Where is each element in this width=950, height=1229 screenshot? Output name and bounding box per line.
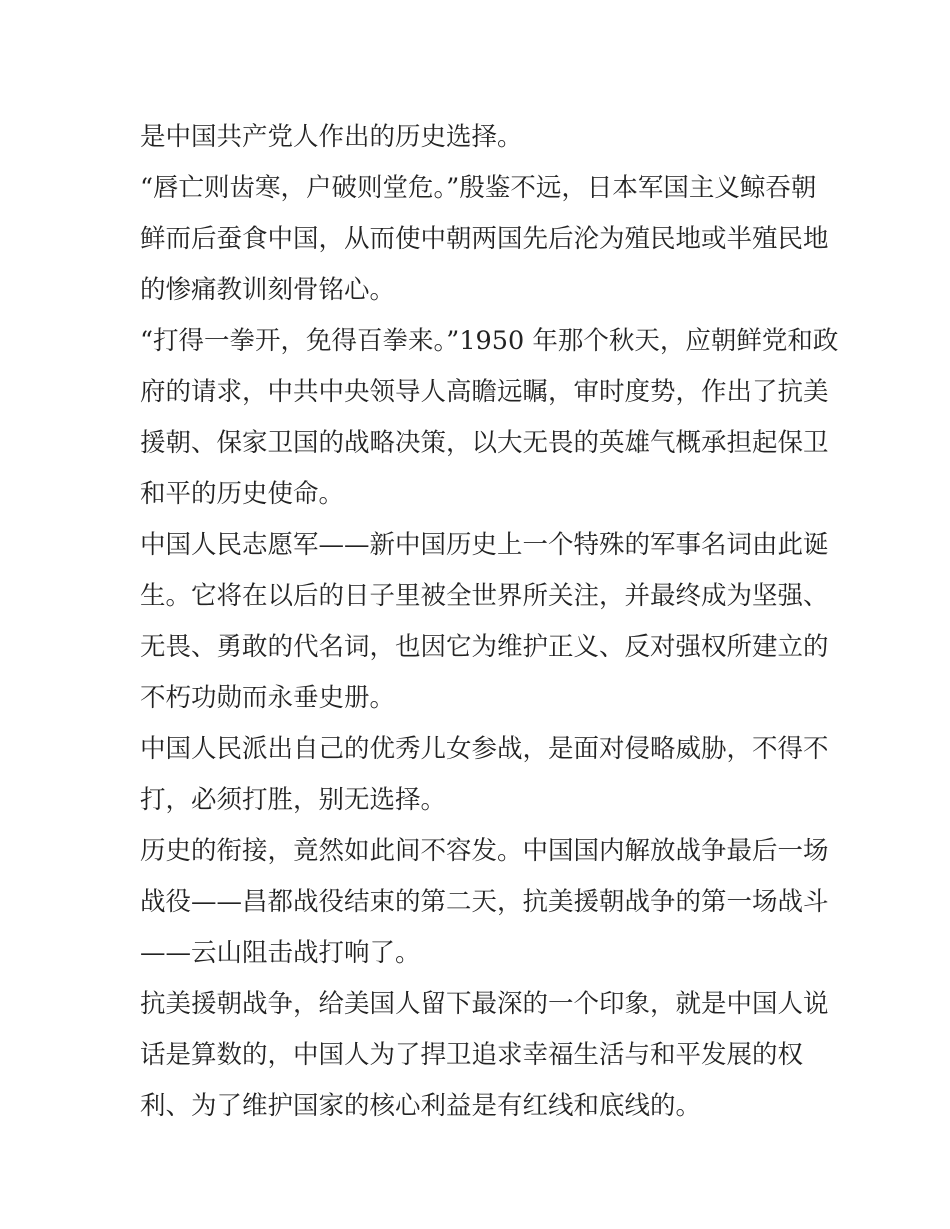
text-line: 中国人民派出自己的优秀儿女参战，是面对侵略威胁，不得不: [140, 734, 829, 764]
text-line: 和平的历史使命。: [140, 479, 345, 509]
text-line: 中国人民志愿军——新中国历史上一个特殊的军事名词由此诞: [140, 530, 829, 560]
text-line: 战役——昌都战役结束的第二天，抗美援朝战争的第一场战斗: [140, 887, 829, 917]
text-line: ——云山阻击战打响了。: [140, 938, 421, 968]
text-line: 话是算数的，中国人为了捍卫追求幸福生活与和平发展的权: [140, 1040, 804, 1070]
paragraph: [140, 826, 829, 979]
paragraph: [140, 979, 829, 1132]
text-line: “唇亡则齿寒，户破则堂危。”殷鉴不远，日本军国主义鲸吞朝: [140, 173, 817, 203]
text-line: 利、为了维护国家的核心利益是有红线和底线的。: [140, 1091, 702, 1121]
text-line: 援朝、保家卫国的战略决策，以大无畏的英雄气概承担起保卫: [140, 428, 829, 458]
paragraph: [140, 112, 815, 163]
paragraph: [140, 724, 829, 826]
text-line: 是中国共产党人作出的历史选择。: [140, 122, 523, 152]
text-line: “打得一拳开，免得百拳来。”1950 年那个秋天，应朝鲜党和政: [140, 326, 839, 356]
text-line: 无畏、勇敢的代名词，也因它为维护正义、反对强权所建立的: [140, 632, 829, 662]
text-line: 生。它将在以后的日子里被全世界所关注，并最终成为坚强、: [140, 581, 829, 611]
text-line: 抗美援朝战争，给美国人留下最深的一个印象，就是中国人说: [140, 989, 829, 1019]
paragraph: [140, 316, 839, 520]
text-line: 的惨痛教训刻骨铭心。: [140, 275, 396, 305]
text-line: 历史的衔接，竟然如此间不容发。中国国内解放战争最后一场: [140, 836, 829, 866]
paragraph: [140, 163, 829, 316]
text-line: 不朽功勋而永垂史册。: [140, 683, 396, 713]
document-body: [140, 112, 839, 1132]
text-line: 府的请求，中共中央领导人高瞻远瞩，审时度势，作出了抗美: [140, 377, 829, 407]
text-line: 打，必须打胜，别无选择。: [140, 785, 447, 815]
text-line: 鲜而后蚕食中国，从而使中朝两国先后沦为殖民地或半殖民地: [140, 224, 829, 254]
paragraph: [140, 520, 829, 724]
